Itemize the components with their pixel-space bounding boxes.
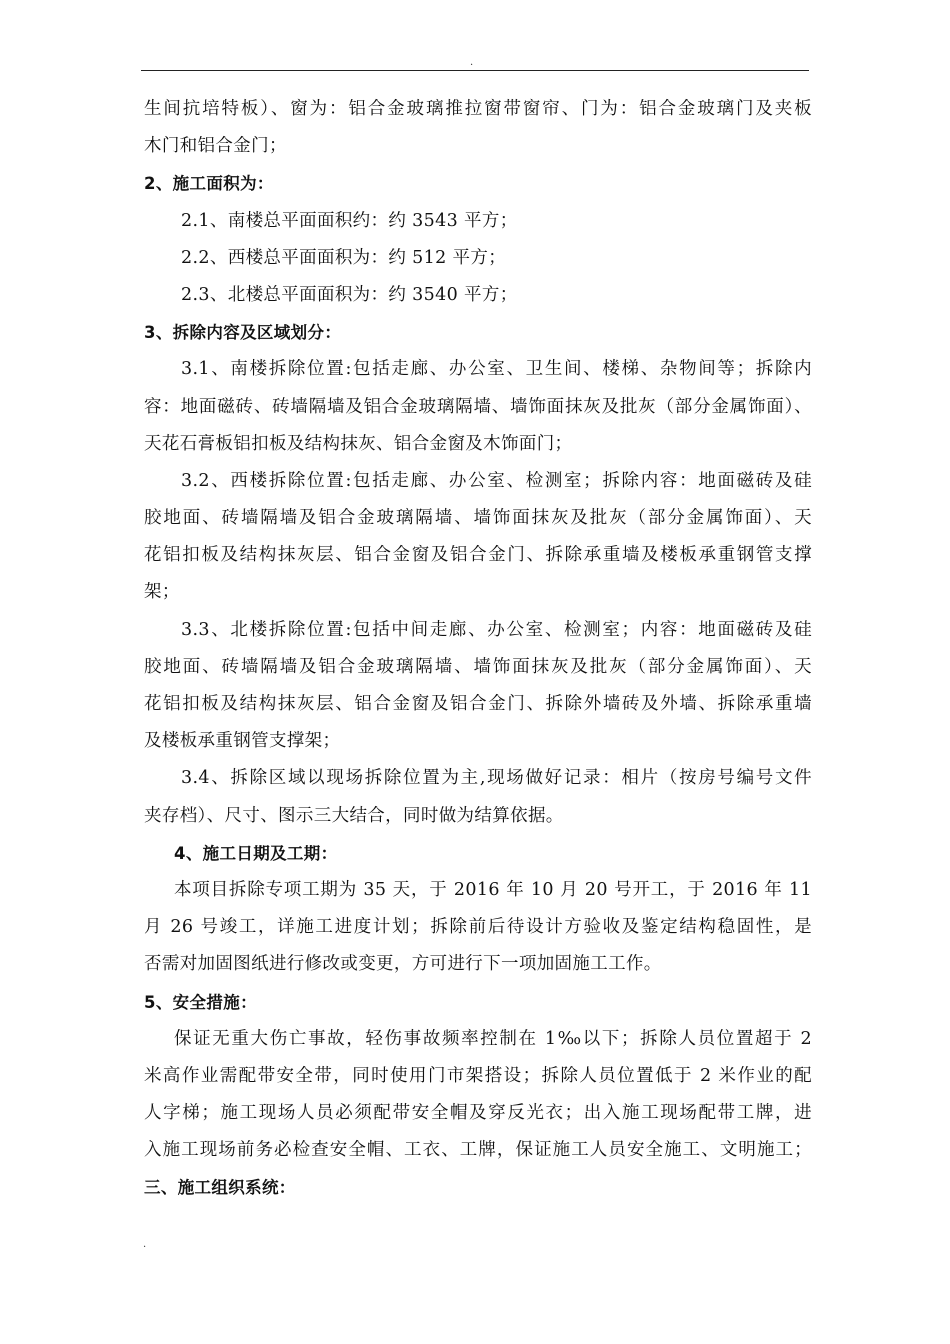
text-line: 保证无重大伤亡事故，轻伤事故频率控制在 1‰以下；拆除人员位置超于 2 xyxy=(174,1028,812,1049)
footer-mark: . xyxy=(143,1239,147,1250)
document-body xyxy=(144,91,812,1207)
text-line: 花铝扣板及结构抹灰层、铝合金窗及铝合金门、拆除承重墙及楼板承重钢管支撑 xyxy=(144,545,812,566)
header-rule xyxy=(141,70,809,71)
section-heading-demolition: 3、拆除内容及区域划分： xyxy=(144,323,342,343)
text-line: 3.2、西楼拆除位置:包括走廊、办公室、检测室；拆除内容：地面磁砖及硅 xyxy=(181,470,812,491)
text-line: 胶地面、砖墙隔墙及铝合金玻璃隔墙、墙饰面抹灰及批灰（部分金属饰面）、天 xyxy=(144,508,812,529)
section-heading-area: 2、施工面积为： xyxy=(144,174,274,194)
text-line: 3.3、北楼拆除位置:包括中间走廊、办公室、检测室；内容：地面磁砖及硅 xyxy=(181,619,812,640)
text-line: 米高作业需配带安全带，同时使用门市架搭设；拆除人员位置低于 2 米作业的配 xyxy=(144,1065,812,1086)
text-line: 人字梯；施工现场人员必须配带安全帽及穿反光衣；出入施工现场配带工牌，进 xyxy=(144,1103,812,1124)
text-line: 天花石膏板铝扣板及结构抹灰、铝合金窗及木饰面门； xyxy=(144,433,573,454)
text-line: 3.1、南楼拆除位置:包括走廊、办公室、卫生间、楼梯、杂物间等；拆除内 xyxy=(181,359,812,380)
text-line: 木门和铝合金门； xyxy=(144,136,287,157)
text-line: 花铝扣板及结构抹灰层、铝合金窗及铝合金门、拆除外墙砖及外墙、拆除承重墙 xyxy=(144,694,812,714)
text-line: 3.4、拆除区域以现场拆除位置为主,现场做好记录：相片（按房号编号文件 xyxy=(181,768,812,789)
section-heading-schedule: 4、施工日期及工期： xyxy=(174,843,338,863)
header-mark: . xyxy=(470,57,474,68)
text-line: 否需对加固图纸进行修改或变更，方可进行下一项加固施工工作。 xyxy=(144,954,662,975)
text-line: 本项目拆除专项工期为 35 天，于 2016 年 10 月 20 号开工，于 2016 年 11 xyxy=(174,879,812,900)
section-heading-safety: 5、安全措施： xyxy=(144,992,257,1012)
text-line: 入施工现场前务必检查安全帽、工衣、工牌，保证施工人员安全施工、文明施工； xyxy=(144,1140,812,1161)
area-item-west: 2.2、西楼总平面面积为：约 512 平方； xyxy=(181,247,507,268)
text-line: 及楼板承重钢管支撑架； xyxy=(144,731,341,752)
text-line: 架； xyxy=(144,582,180,603)
text-line: 生间抗培特板）、窗为：铝合金玻璃推拉窗带窗帘、门为：铝合金玻璃门及夹板 xyxy=(144,99,812,119)
text-line: 胶地面、砖墙隔墙及铝合金玻璃隔墙、墙饰面抹灰及批灰（部分金属饰面）、天 xyxy=(144,656,812,677)
area-item-south: 2.1、南楼总平面面积约：约 3543 平方； xyxy=(181,210,518,231)
section-heading-organization: 三、施工组织系统： xyxy=(144,1178,296,1198)
text-line: 容：地面磁砖、砖墙隔墙及铝合金玻璃隔墙、墙饰面抹灰及批灰（部分金属饰面）、 xyxy=(144,396,812,417)
text-line: 夹存档）、尺寸、图示三大结合，同时做为结算依据。 xyxy=(144,805,564,826)
text-line: 月 26 号竣工，详施工进度计划；拆除前后待设计方验收及鉴定结构稳固性，是 xyxy=(144,917,812,938)
area-item-north: 2.3、北楼总平面面积为：约 3540 平方； xyxy=(181,284,518,305)
